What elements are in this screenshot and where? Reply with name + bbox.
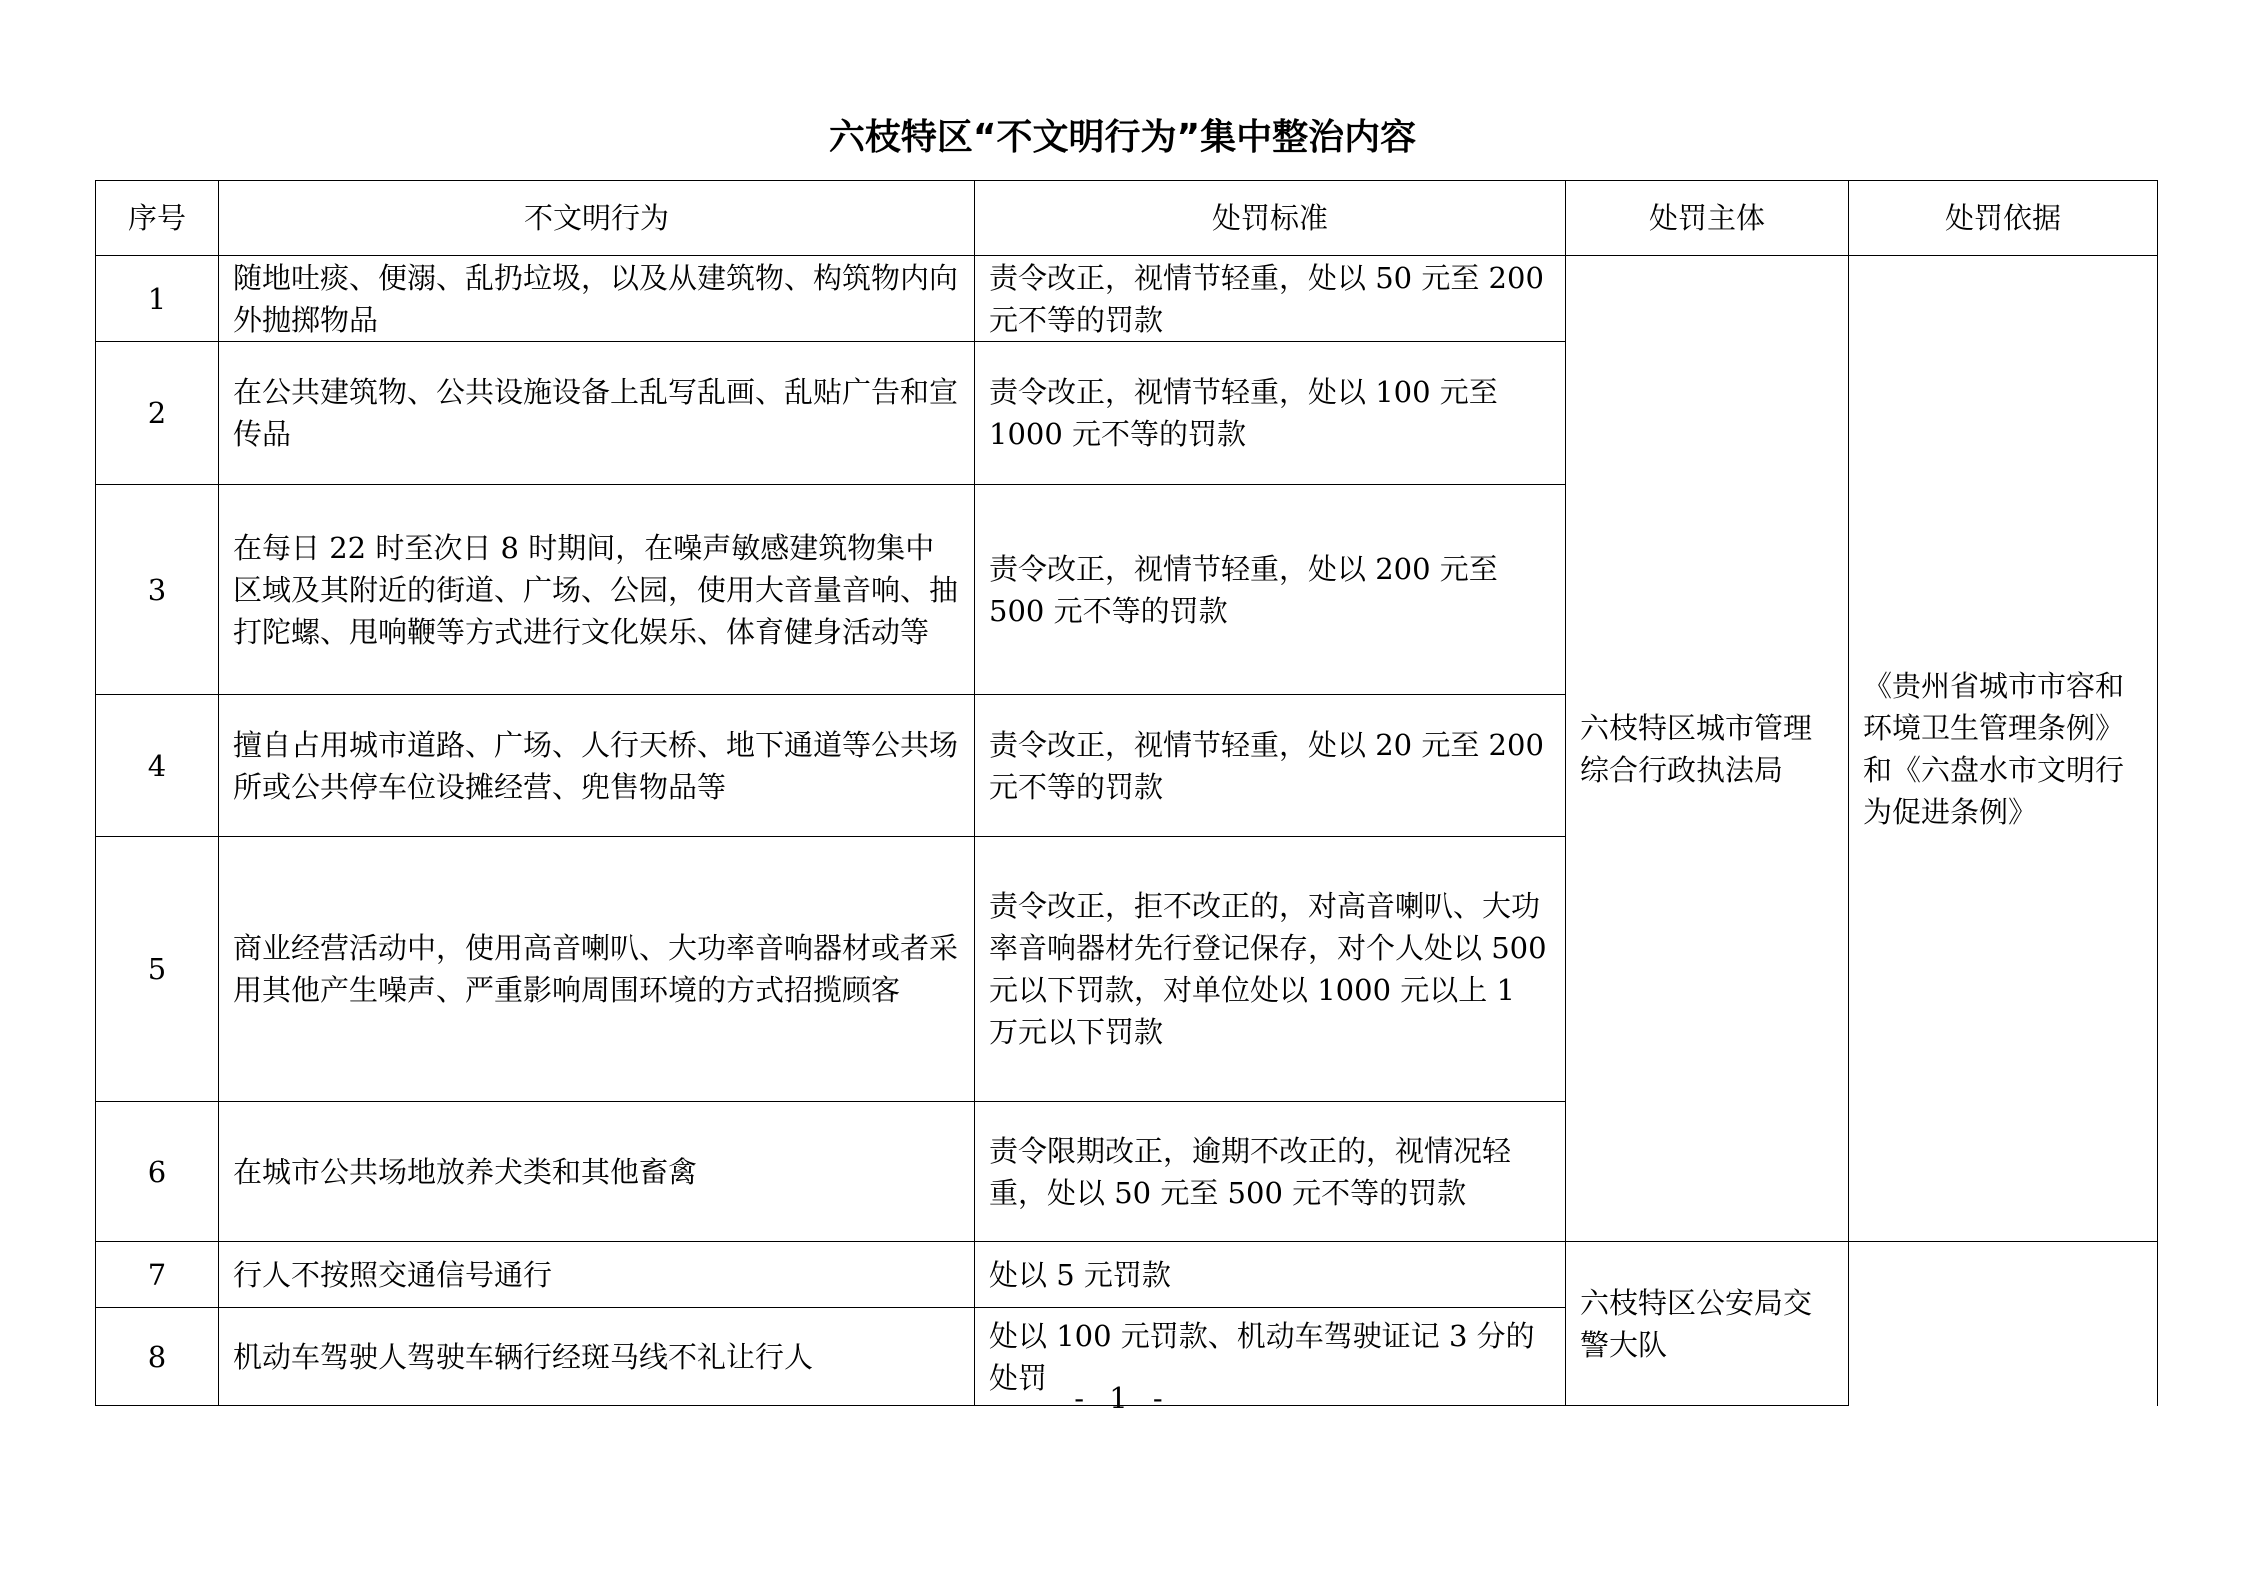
row-behavior: 在城市公共场地放养犬类和其他畜禽: [219, 1102, 975, 1242]
header-basis: 处罚依据: [1849, 181, 2158, 256]
table-row: [96, 1242, 2158, 1308]
row-behavior: 在每日 22 时至次日 8 时期间，在噪声敏感建筑物集中区域及其附近的街道、广场、公园，使用大音量音响、抽打陀螺、甩响鞭等方式进行文化娱乐、体育健身活动等: [219, 485, 975, 695]
header-behavior: 不文明行为: [219, 181, 975, 256]
rectification-table: [95, 180, 2158, 1406]
row-behavior: 商业经营活动中，使用高音喇叭、大功率音响器材或者采用其他产生噪声、严重影响周围环境的方式招揽顾客: [219, 837, 975, 1102]
row-penalty: 处以 5 元罚款: [975, 1242, 1566, 1308]
page-number: - 1 -: [1074, 1381, 1171, 1415]
row-seq: 6: [96, 1102, 219, 1242]
header-penalty: 处罚标准: [975, 181, 1566, 256]
row-behavior: 机动车驾驶人驾驶车辆行经斑马线不礼让行人: [219, 1308, 975, 1406]
row-seq: 3: [96, 485, 219, 695]
table-header-row: [96, 181, 2158, 256]
row-penalty: 责令改正，拒不改正的，对高音喇叭、大功率音响器材先行登记保存，对个人处以 500 元以下罚款，对单位处以 1000 元以上 1 万元以下罚款: [975, 837, 1566, 1102]
row-behavior: 在公共建筑物、公共设施设备上乱写乱画、乱贴广告和宣传品: [219, 342, 975, 485]
header-seq: 序号: [96, 181, 219, 256]
row-penalty: 责令改正，视情节轻重，处以 20 元至 200 元不等的罚款: [975, 695, 1566, 837]
row-seq: 5: [96, 837, 219, 1102]
row-seq: 7: [96, 1242, 219, 1308]
row-penalty: 处以 100 元罚款、机动车驾驶证记 3 分的处罚: [975, 1308, 1566, 1406]
row-behavior: 行人不按照交通信号通行: [219, 1242, 975, 1308]
authority-cell-traffic: 六枝特区公安局交警大队: [1566, 1242, 1849, 1406]
row-behavior: 擅自占用城市道路、广场、人行天桥、地下通道等公共场所或公共停车位设摊经营、兜售物品等: [219, 695, 975, 837]
basis-cell-urban: 《贵州省城市市容和环境卫生管理条例》和《六盘水市文明行为促进条例》: [1849, 256, 2158, 1242]
row-seq: 4: [96, 695, 219, 837]
row-seq: 8: [96, 1308, 219, 1406]
header-authority: 处罚主体: [1566, 181, 1849, 256]
row-seq: 1: [96, 256, 219, 342]
authority-cell-urban: 六枝特区城市管理综合行政执法局: [1566, 256, 1849, 1242]
table-row: [96, 256, 2158, 342]
row-penalty: 责令限期改正，逾期不改正的，视情况轻重，处以 50 元至 500 元不等的罚款: [975, 1102, 1566, 1242]
row-penalty: 责令改正，视情节轻重，处以 50 元至 200 元不等的罚款: [975, 256, 1566, 342]
row-seq: 2: [96, 342, 219, 485]
row-penalty: 责令改正，视情节轻重，处以 200 元至 500 元不等的罚款: [975, 485, 1566, 695]
page-title: 六枝特区“不文明行为”集中整治内容: [828, 117, 1417, 158]
row-penalty: 责令改正，视情节轻重，处以 100 元至 1000 元不等的罚款: [975, 342, 1566, 485]
row-behavior: 随地吐痰、便溺、乱扔垃圾，以及从建筑物、构筑物内向外抛掷物品: [219, 256, 975, 342]
